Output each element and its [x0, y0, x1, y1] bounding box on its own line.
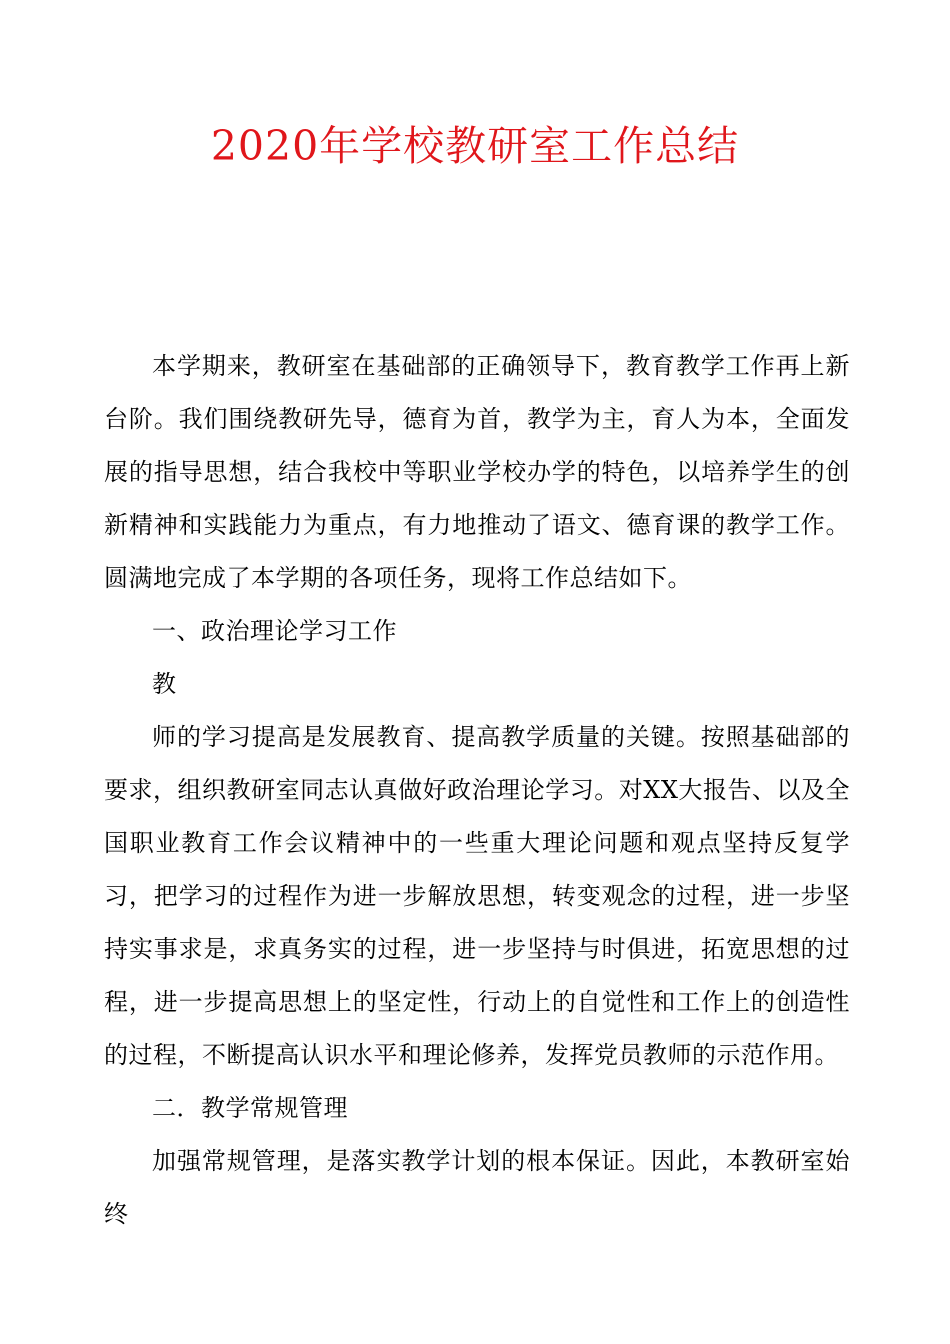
intro-paragraph: 本学期来，教研室在基础部的正确领导下，教育教学工作再上新台阶。我们围绕教研先导，德育为首，教学为主，育人为本，全面发展的指导思想，结合我校中等职业学校办学的特色，以培养学生的创新精神和实践能力为重点，有力地推动了语文、德育课的教学工作。圆满地完成了本学期的各项任务，现将工作总结如下。 — [104, 352, 850, 592]
document-title: 2020年学校教研室工作总结 — [210, 122, 740, 170]
section-heading-1: 一、政治理论学习工作 — [152, 617, 397, 645]
fragment-paragraph: 教 — [152, 670, 177, 698]
section-heading-2: 二．教学常规管理 — [152, 1094, 348, 1122]
section-1-paragraph: 师的学习提高是发展教育、提高教学质量的关键。按照基础部的要求，组织教研室同志认真做好政治理论学习。对XX大报告、以及全国职业教育工作会议精神中的一些重大理论问题和观点坚持反复学习，把学习的过程作为进一步解放思想，转变观念的过程，进一步坚持实事求是，求真务实的过程，进一步坚持与时俱进，拓宽思想的过程，进一步提高思想上的坚定性，行动上的自觉性和工作上的创造性的过程，不断提高认识水平和理论修养，发挥党员教师的示范作用。 — [104, 723, 850, 1069]
document-body — [104, 340, 850, 1241]
section-2-paragraph: 加强常规管理，是落实教学计划的根本保证。因此，本教研室始终 — [104, 1147, 850, 1228]
